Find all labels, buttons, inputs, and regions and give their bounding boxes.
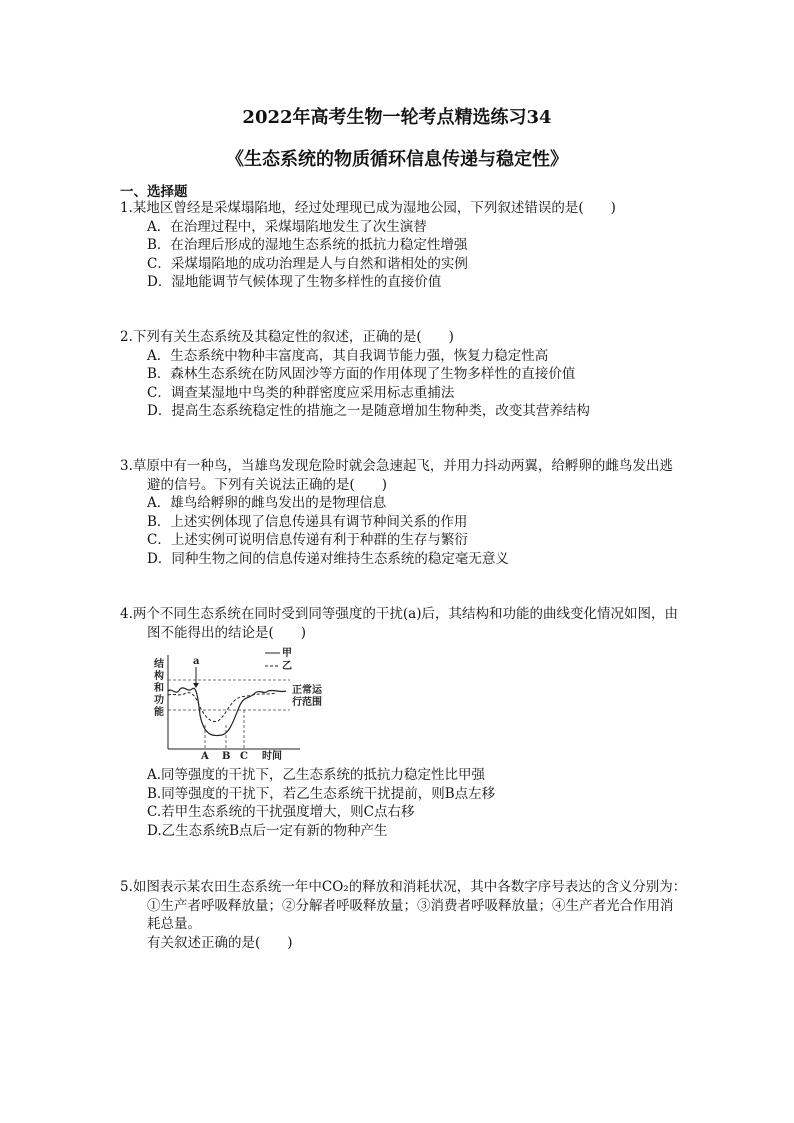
legend-jia: 甲 <box>282 648 292 659</box>
option-a: A.同等强度的干扰下，乙生态系统的抵抗力稳定性比甲强 <box>147 767 486 783</box>
curve-jia <box>168 688 286 736</box>
xtick-c: C <box>240 751 248 762</box>
option-d: D.乙生态系统B点后一定有新的物种产生 <box>147 822 388 839</box>
question-3 <box>120 457 673 568</box>
option-d: D．提高生态系统稳定性的措施之一是随意增加生物种类，改变其营养结构 <box>147 403 590 419</box>
ylabel-char: 功 <box>154 695 164 706</box>
option-b: B．上述实例体现了信息传递具有调节种间关系的作用 <box>147 513 468 530</box>
ylabel-char: 结 <box>154 659 164 670</box>
ylabel-char: 构 <box>154 671 164 682</box>
option-c: C．上述实例可说明信息传递有利于种群的生存与繁衍 <box>147 532 468 548</box>
option-b: B.同等强度的干扰下，若乙生态系统干扰提前，则B点左移 <box>147 785 496 802</box>
question-stem: 1.某地区曾经是采煤塌陷地，经过处理现已成为湿地公园，下列叙述错误的是( ) <box>120 200 616 216</box>
legend-yi: 乙 <box>282 661 292 672</box>
question-stem-continued: 耗总量。 <box>147 916 201 932</box>
xtick-b: B <box>222 751 231 762</box>
arrowhead <box>193 683 199 688</box>
question-stem: 2.下列有关生态系统及其稳定性的叙述，正确的是( ) <box>120 329 454 345</box>
question-5 <box>120 878 686 952</box>
option-c: C．调查某湿地中鸟类的种群密度应采用标志重捕法 <box>147 384 455 401</box>
xtick-a: A <box>201 751 209 762</box>
question-stem: 5.如图表示某农田生态系统一年中CO₂的释放和消耗状况，其中各数字序号表达的含义分别为： <box>120 879 687 895</box>
question-stem-continued: ①生产者呼吸释放量；②分解者呼吸释放量；③消费者呼吸释放量；④生产者光合作用消 <box>147 897 674 914</box>
stability-curve-figure <box>150 645 322 762</box>
option-b: B．在治理后形成的湿地生态系统的抵抗力稳定性增强 <box>147 237 468 253</box>
option-b: B．森林生态系统在防风固沙等方面的作用体现了生物多样性的直接价值 <box>147 366 576 382</box>
point-a-label: a <box>193 656 200 667</box>
question-stem: 3.草原中有一种鸟，当雄鸟发现危险时就会急速起飞，并用力抖动两翼，给孵卵的雌鸟发出逃 <box>120 458 673 474</box>
ylabel-char: 和 <box>154 683 164 694</box>
ylabel-char: 能 <box>154 707 164 718</box>
question-2 <box>120 328 590 421</box>
question-4-stem <box>120 605 678 642</box>
document-subtitle: 《生态系统的物质循环信息传递与稳定性》 <box>226 149 568 170</box>
option-d: D．同种生物之间的信息传递对维持生态系统的稳定毫无意义 <box>147 550 509 567</box>
question-4-options <box>120 766 495 840</box>
option-a: A．在治理过程中，采煤塌陷地发生了次生演替 <box>147 218 427 235</box>
option-d: D．湿地能调节气候体现了生物多样性的直接价值 <box>147 274 442 290</box>
option-a: A．雄鸟给孵卵的雌鸟发出的是物理信息 <box>147 495 387 511</box>
question-stem-continued: 有关叙述正确的是( ) <box>147 934 293 951</box>
question-stem: 4.两个不同生态系统在同时受到同等强度的干扰(a)后，其结构和功能的曲线变化情况如图，由 <box>120 606 678 622</box>
option-a: A．生态系统中物种丰富度高，其自我调节能力强，恢复力稳定性高 <box>147 347 549 364</box>
curve-svg <box>150 645 322 762</box>
range-label: 行范围 <box>292 697 322 708</box>
question-stem-continued: 图不能得出的结论是( ) <box>147 624 307 641</box>
xlabel: 时间 <box>262 751 282 762</box>
question-1 <box>120 199 616 292</box>
question-stem-continued: 避的信号。下列有关说法正确的是( ) <box>147 476 388 493</box>
range-label: 正常运 <box>292 685 322 696</box>
curve-yi <box>168 693 276 722</box>
section-heading: 一、选择题 <box>120 184 188 200</box>
document-title: 2022年高考生物一轮考点精选练习34 <box>242 107 552 128</box>
option-c: C．采煤塌陷地的成功治理是人与自然和谐相处的实例 <box>147 255 468 272</box>
option-c: C.若甲生态系统的干扰强度增大，则C点右移 <box>147 804 415 820</box>
